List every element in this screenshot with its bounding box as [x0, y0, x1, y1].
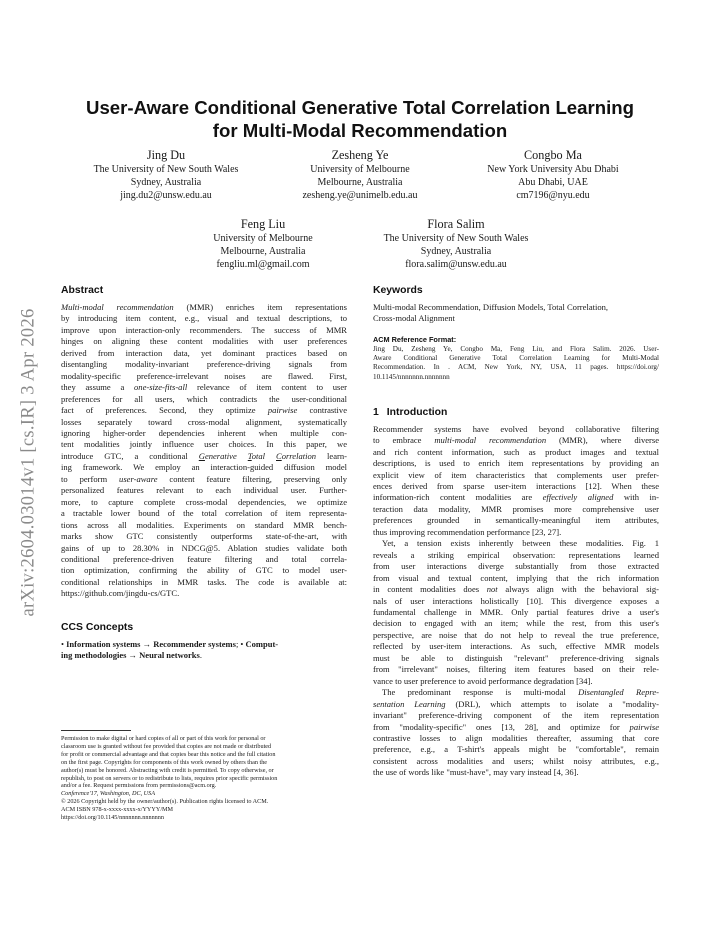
intro-line: ences derived from sparse user-item interactions [12]. When these: [373, 480, 659, 491]
author-location: Abu Dhabi, UAE: [518, 177, 588, 189]
footnote-line: author(s) must be honored. Abstracting with credit is permitted. To copy otherwise, or: [61, 766, 274, 774]
author-email[interactable]: flora.salim@unsw.edu.au: [405, 259, 507, 271]
author-email[interactable]: zesheng.ye@unimelb.edu.au: [302, 190, 418, 202]
footnote-line: for profit or commercial advantage and that copies bear this notice and the full citation: [61, 750, 276, 758]
intro-line: thus improving recommendation performance [23, 27].: [373, 526, 562, 537]
abstract-line: https://github.com/jingdu-cs/GTC.: [61, 588, 180, 599]
intro-line: nals of user interactions holistically [10]. This divergence exposes a: [373, 595, 659, 606]
abstract-line: preferences for all users, which contradicts the user-conditional: [61, 393, 347, 404]
acm-ref-heading: ACM Reference Format:: [373, 334, 457, 344]
ccs-concept-information-systems: Information systems: [66, 638, 141, 649]
section-title: Introduction: [386, 406, 448, 418]
ccs-concept-computing-a: Comput-: [245, 638, 279, 649]
intro-line: reveals a striking empirical observation: representations learned: [373, 549, 659, 560]
author-location: Sydney, Australia: [420, 246, 492, 258]
abstract-line: they assume a one-size-fits-all relevance of item content to user: [61, 382, 347, 393]
title-line-2: for Multi-Modal Recommendation: [212, 120, 508, 141]
abstract-line: introduce GTC, a conditional Generative Total Correlation learn-: [61, 450, 347, 461]
intro-line: in content modalities does not always align with the behavioral sig-: [373, 584, 659, 595]
author-affiliation: New York University Abu Dhabi: [487, 164, 619, 175]
footnote-line: on the first page. Copyrights for components of this work owned by others than the: [61, 758, 268, 766]
intro-line: explicit view of item characteristics that complements user prefer-: [373, 469, 659, 480]
author-affiliation: The University of New South Wales: [383, 233, 529, 244]
intro-line: The predominant response is multi-modal Disentangled Repre-: [382, 687, 659, 698]
acm-ref-line: Jing Du, Zesheng Ye, Congbo Ma, Feng Liu, and Flora Salim. 2026. User-: [373, 344, 659, 353]
abstract-line: marks show GTC consistently outperforms state-of-the-art, with: [61, 531, 347, 542]
abstract-body: [61, 302, 347, 600]
acm-ref-line: Aware Conditional Generative Total Correlation Learning for Multi-Modal: [373, 354, 659, 363]
author-affiliation: The University of New South Wales: [93, 164, 239, 175]
footnote-line: republish, to post on servers or to redistribute to lists, requires prior specific permission: [61, 774, 278, 782]
section-number: 1: [373, 406, 379, 418]
intro-line: invariant" preference-driving component of the item representation: [373, 710, 659, 721]
footnote-line: Permission to make digital or hard copies of all or part of this work for personal or: [61, 735, 266, 742]
footnote-line: classroom use is granted without fee provided that copies are not made or distributed: [61, 742, 272, 750]
intro-line: decision to engaged with an item; while the rest, from this user's: [373, 618, 659, 629]
ccs-concept-computing-b: ing methodologies: [61, 650, 127, 661]
keywords-heading: Keywords: [373, 285, 423, 296]
intro-line: the use of words like "must-have", may vary instead [4, 36].: [373, 767, 579, 778]
intro-line: Yet, a tension exists inherently between these modalities. Fig. 1: [382, 538, 659, 549]
author-name: Flora Salim: [427, 217, 485, 231]
abstract-line: conditional preference-driven feature filtering and total correla-: [61, 553, 347, 564]
intro-line: from visual and textual content, implying that the rich information: [373, 572, 659, 583]
author-name: Congbo Ma: [524, 148, 582, 162]
ccs-heading: CCS Concepts: [61, 621, 134, 633]
ccs-arrow: →: [140, 638, 154, 649]
author-affiliation: University of Melbourne: [213, 233, 313, 244]
ccs-line-1: • Information systems → Recommender systems; • Comput-: [61, 638, 279, 649]
author-email[interactable]: fengliu.ml@gmail.com: [216, 259, 310, 271]
author-name: Zesheng Ye: [331, 148, 389, 162]
right-column: [373, 284, 659, 779]
intro-paragraph-3: [373, 687, 659, 779]
acm-ref-line: Recommendation. In . ACM, New York, NY, USA, 11 pages. https://doi.org/: [373, 363, 659, 372]
abstract-line: tion optimization, confirming the ability of GTC to model user-: [61, 565, 347, 576]
author-block-4: [153, 216, 373, 272]
author-block-3: [443, 147, 663, 203]
abstract-line: Multi-modal recommendation (MMR) enriches item representations: [61, 302, 347, 312]
abstract-line: tent modalities jointly influence user choices. In this paper, we: [61, 439, 347, 450]
abstract-line: fact of preferences. Second, they optimize pairwise contrastive: [61, 405, 347, 416]
left-column: [61, 284, 347, 662]
arxiv-identifier: arXiv:2604.03014v1 [cs.IR] 3 Apr 2026: [18, 307, 39, 617]
footnote-line: © 2026 Copyright held by the owner/author(s). Publication rights licensed to ACM.: [61, 798, 269, 806]
intro-line: preferences grounded in semantically-meaningful item attributes,: [373, 515, 659, 526]
author-block-1: [56, 147, 276, 203]
intro-line: must be able to distinguish "relevant" preference-driving signals: [373, 652, 659, 663]
abstract-line: ing framework. We employ an interaction-guided diffusion model: [61, 462, 347, 473]
author-name: Feng Liu: [240, 217, 286, 231]
intro-heading: [373, 406, 659, 420]
intro-line: from user interactions diverge substantially from those extracted: [373, 561, 659, 572]
abstract-line: to perform user-aware content feature filtering, preserving only: [61, 473, 347, 484]
paper-title: [60, 96, 660, 142]
intro-line: consistent across modalities and users; whilst noisy attributes, e.g.,: [373, 755, 659, 766]
intro-line: vance to user preference to avoid performance degradation [34].: [373, 675, 593, 686]
author-affiliation: University of Melbourne: [310, 164, 410, 175]
abstract-line: a tractable lower bound of the total correlation of item representa-: [61, 508, 347, 519]
author-block-2: [250, 147, 470, 203]
abstract-line: ignoring higher-order dependencies inherent when multiple con-: [61, 427, 347, 438]
copyright-footnote: [61, 735, 351, 822]
intro-line: sentation Learning (DRL), which attempts to isolate a "modality-: [373, 698, 659, 709]
ccs-period: .: [199, 650, 202, 661]
intro-line: Recommender systems have evolved beyond collaborative filtering: [373, 423, 659, 434]
ccs-separator: ; •: [235, 638, 246, 649]
arxiv-stamp: [14, 262, 44, 662]
ccs-concept-neural-networks: Neural networks: [139, 650, 200, 661]
ccs-line-2: [61, 650, 347, 661]
abstract-line: gains of up to 28.30% in NDCG@5. Ablation studies validate both: [61, 542, 347, 553]
abstract-line: improve upon interaction-only recommenders. The success of MMR: [61, 324, 347, 335]
abstract-line: tions across all modalities. Experiments on standard MMR bench-: [61, 519, 347, 530]
footnote-line: and/or a fee. Request permissions from permissions@acm.org.: [61, 782, 217, 790]
author-name: Jing Du: [146, 148, 186, 162]
intro-line: reflected by user-item interactions. As such, effective MMR models: [373, 641, 659, 652]
author-email[interactable]: jing.du2@unsw.edu.au: [120, 190, 212, 202]
intro-paragraph-1: [373, 424, 659, 539]
footnote-line: ACM ISBN 978-x-xxxx-xxxx-x/YYYY/MM: [61, 806, 174, 814]
author-location: Melbourne, Australia: [317, 177, 403, 189]
intro-line: from "irrelevant" noises, filtering item features based on their rele-: [373, 664, 659, 675]
abstract-line: personalized features relevant to each individual user. Further-: [61, 485, 347, 496]
intro-line: from "modality-specific" ones [13, 28], and optimize for pairwise: [373, 721, 659, 732]
abstract-line: derived from interaction data, yet dominant practices based on: [61, 347, 347, 358]
keywords-body: [373, 302, 659, 325]
intro-line: descriptions, is used to enrich item representations by providing an: [373, 458, 659, 469]
intro-line: information-rich content modalities are effectively aligned with in-: [373, 492, 659, 503]
intro-paragraph-2: [373, 538, 659, 687]
keyword-line: Cross-modal Alignment: [373, 313, 455, 324]
acm-ref-body: [373, 345, 659, 382]
author-block-5: [346, 216, 566, 272]
intro-line: contrastive losses to align modalities thereafter, assuming that core: [373, 732, 659, 743]
abstract-line: more, to capture complete cross-modal dependencies, we optimize: [61, 496, 347, 507]
intro-line: and rich content information, such as product images and textual: [373, 446, 659, 457]
keyword-line: Multi-modal Recommendation, Diffusion Models, Total Correlation,: [373, 302, 609, 312]
abstract-line: conditional relationships in MMR tasks. The code is available at:: [61, 576, 347, 587]
footnote-line: Conference'17, Washington, DC, USA: [61, 790, 156, 798]
author-email[interactable]: cm7196@nyu.edu: [516, 190, 590, 202]
abstract-heading: Abstract: [61, 285, 104, 296]
intro-line: to embrace multi-modal recommendation (MMR), where diverse: [373, 435, 659, 446]
abstract-line: hinges on aligning these content modalities with user preferences: [61, 336, 347, 347]
acm-ref-line: 10.1145/nnnnnnn.nnnnnnn: [373, 372, 450, 381]
intro-line: perspective, are noise that do not help to reveal the true preference,: [373, 629, 659, 640]
author-location: Melbourne, Australia: [220, 246, 306, 258]
author-location: Sydney, Australia: [130, 177, 202, 189]
ccs-arrow: →: [126, 650, 140, 661]
abstract-line: modality-specific preference-irrelevant noises are flawed. First,: [61, 370, 347, 381]
footnote-line: https://doi.org/10.1145/nnnnnnn.nnnnnnn: [61, 814, 164, 822]
title-line-1: User-Aware Conditional Generative Total Correlation Learning: [86, 97, 634, 118]
intro-line: teraction data modality, MMR promises more comprehensive user: [373, 503, 659, 514]
abstract-line: disentangling modality-invariant preference-driving signals from: [61, 359, 347, 370]
ccs-concept-recommender-systems: Recommender systems: [153, 638, 236, 649]
abstract-line: losses separately toward cross-modal alignment, systematically: [61, 416, 347, 427]
intro-line: preference, e.g., a T-shirt's appeals might be "comfortable", remain: [373, 744, 659, 755]
abstract-line: by introducing item content, e.g., visual and textual descriptions, to: [61, 313, 347, 324]
intro-line: fundamental challenge in MMR. Only partial features drive a user's: [373, 606, 659, 617]
footnote-rule: [61, 730, 131, 731]
